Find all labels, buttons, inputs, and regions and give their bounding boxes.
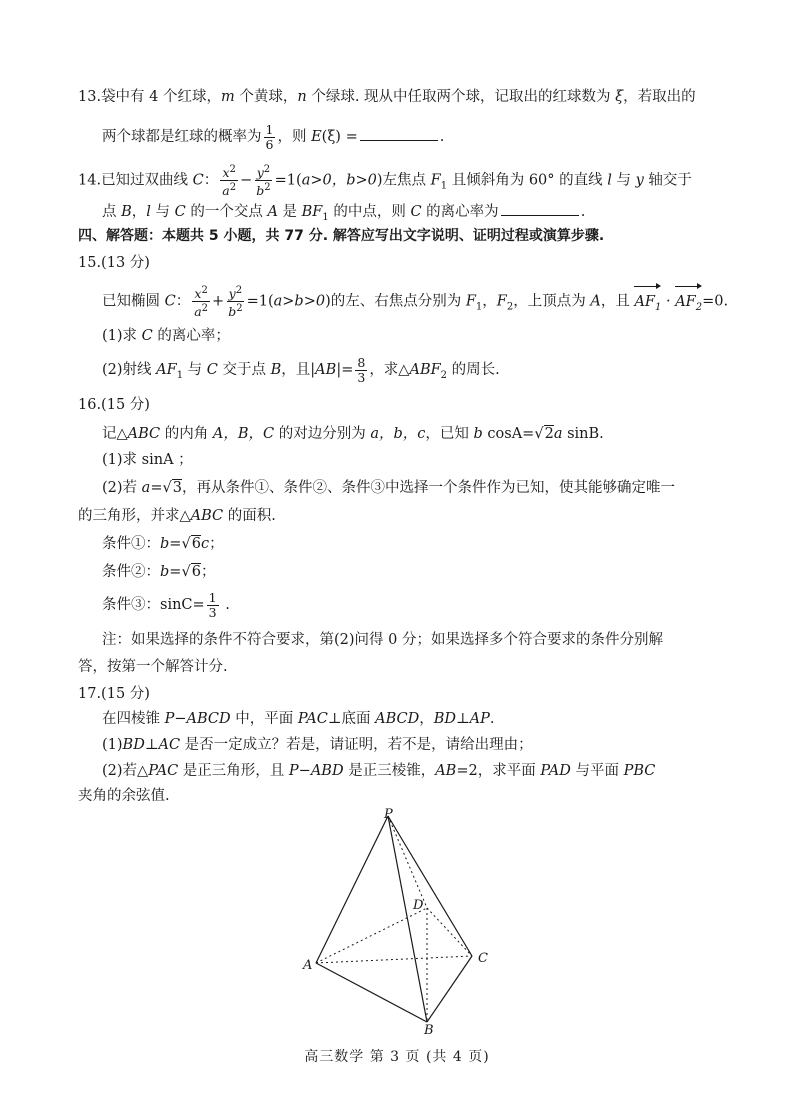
fraction: $\frac{x^2}{a^2}$ (222, 164, 237, 199)
vertex-label-d: D (413, 898, 424, 913)
vector-af1: $AF_1$ (634, 287, 661, 323)
q15-heading: 15.(13 分) (78, 255, 150, 271)
edge-ac-hidden (316, 956, 472, 963)
q17-line3: 夹角的余弦值. (78, 788, 170, 804)
q16-part2: (2)若 a=√3，再从条件①、条件②、条件③中选择一个条件作为已知，使其能够确定唯一 (102, 480, 675, 496)
pyramid-figure (300, 806, 520, 1036)
q17-heading: 17.(15 分) (78, 686, 150, 702)
q13-line1: 13.袋中有 4 个红球，m 个黄球，n 个绿球. 现从中任取两个球，记取出的红球数为 ξ，若取出的 (78, 89, 696, 105)
q16-line1: 记△ABC 的内角 A，B，C 的对边分别为 a，b，c，已知 b cosA=√2a sinB. (102, 426, 604, 442)
q17-line1: 在四棱锥 P−ABCD 中，平面 PAC⊥底面 ABCD，BD⊥AP. (102, 711, 495, 727)
answer-blank (501, 201, 579, 216)
q15-line1: 已知椭圆 C： $\frac{x^2}{a^2}$ + $\frac{y^2}{b^2}$ =1(a>b>0)的左、右焦点分别为 $F_1$，$F_2$，上顶点为 A，且 $AF_1 \cdot AF_2=0$. (102, 284, 728, 323)
vertex-label-p: P (384, 807, 393, 822)
q16-part1: (1)求 sinA ； (102, 452, 193, 468)
edge-pb (388, 816, 427, 1022)
answer-blank (360, 126, 438, 141)
vector-af2: $AF_2$ (675, 287, 702, 323)
q17-part1: (1)BD⊥AC 是否一定成立？若是，请证明，若不是，请给出理由； (102, 737, 533, 753)
q16-heading: 16.(15 分) (78, 397, 150, 413)
fraction: $\frac{y^2}{b^2}$ (228, 285, 243, 320)
fraction: $\frac{8}{3}$ (357, 354, 366, 385)
vertex-label-b: B (424, 1023, 434, 1036)
q14-line2: 点 B，l 与 C 的一个交点 A 是 $BF_1$ 的中点，则 C 的离心率为 . (102, 201, 585, 228)
q15-part1: (1)求 C 的离心率； (102, 328, 230, 344)
q16-note-line1: 注：如果选择的条件不符合要求，第(2)问得 0 分；如果选择多个符合要求的条件分别解 (102, 632, 663, 648)
q16-condition1: 条件①：b=√6c； (102, 536, 224, 552)
edge-pa (316, 816, 388, 963)
q14-line1: 14.已知过双曲线 C： $\frac{x^2}{a^2}$ − $\frac{y^2}{b^2}$ =1(a>0，b>0)左焦点 $F_1$ 且倾斜角为 60° 的直线 l 与 y 轴交于 (78, 164, 692, 199)
q16-note-line2: 答，按第一个解答计分. (78, 659, 228, 675)
fraction: $\frac{y^2}{b^2}$ (256, 164, 271, 199)
vertex-label-a: A (303, 958, 313, 973)
edge-ab (316, 963, 427, 1022)
q16-condition3: 条件③：sinC= $\frac{1}{3}$ . (102, 589, 230, 620)
q15-part2: (2)射线 $AF_1$ 与 C 交于点 B，且|AB|= $\frac{8}{3}$ ，求$\triangle ABF_2$ 的周长. (102, 354, 500, 385)
vertex-label-c: C (478, 951, 488, 966)
section-heading: 四、解答题：本题共 5 小题，共 77 分. 解答应写出文字说明、证明过程或演算步骤. (78, 228, 605, 244)
edge-pd-hidden (388, 816, 427, 908)
q16-part2-cont: 的三角形，并求△ABC 的面积. (78, 508, 276, 524)
q16-condition2: 条件②：b=√6； (102, 564, 216, 580)
page-footer: 高三数学 第 3 页 (共 4 页) (304, 1049, 490, 1065)
fraction: $\frac{1}{6}$ (265, 121, 274, 152)
fraction: $\frac{x^2}{a^2}$ (194, 285, 209, 320)
q17-part2: (2)若△PAC 是正三角形，且 P−ABD 是正三棱锥，AB=2，求平面 PAD 与平面 PBC (102, 763, 656, 779)
edge-bc (427, 956, 472, 1022)
edge-pc (388, 816, 472, 956)
fraction: $\frac{1}{3}$ (208, 589, 217, 620)
q13-line2: 两个球都是红球的概率为 $\frac{1}{6}$ ，则 E(ξ) = . (102, 121, 445, 152)
edge-dc-hidden (427, 908, 472, 956)
